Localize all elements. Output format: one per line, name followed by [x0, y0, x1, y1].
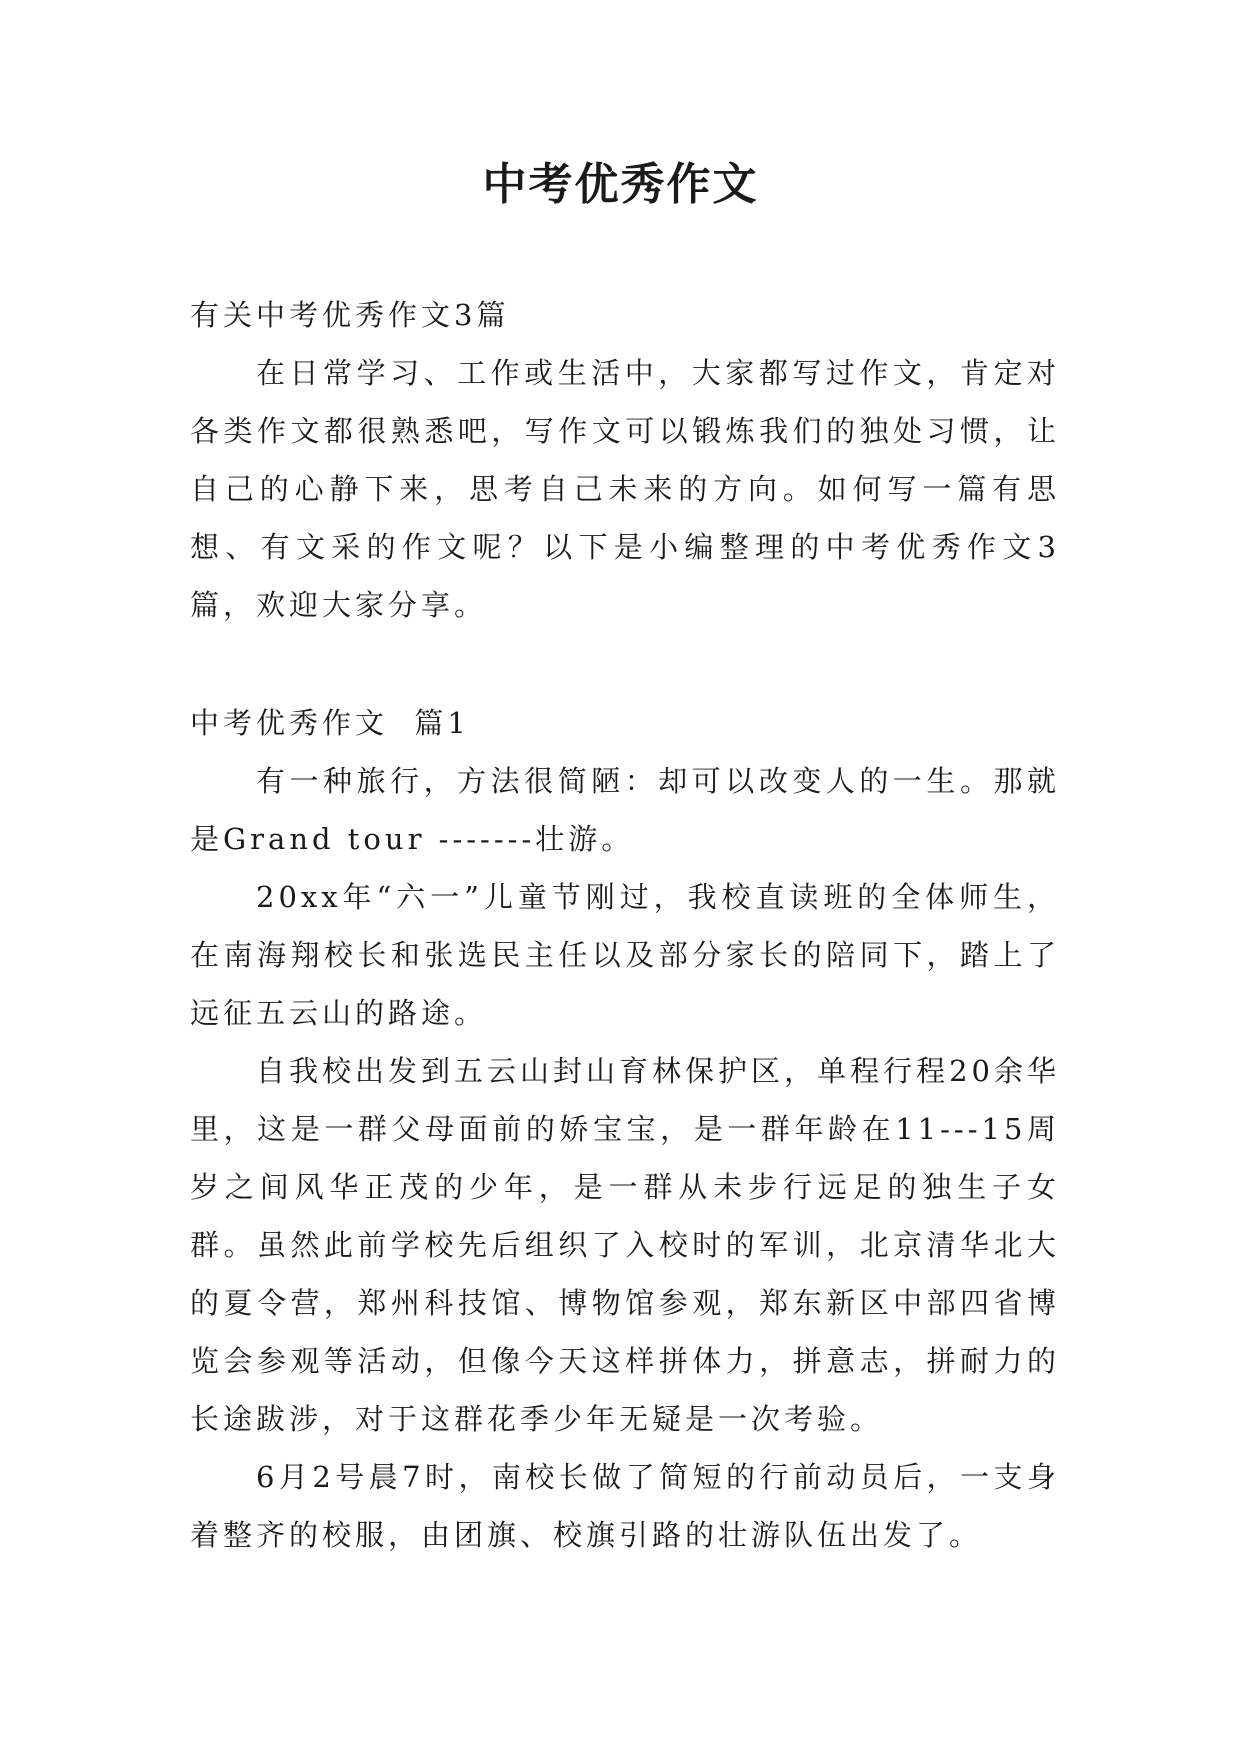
essay-paragraph: 自我校出发到五云山封山育林保护区，单程行程20余华里，这是一群父母面前的娇宝宝，是一群年龄在11---15周岁之间风华正茂的少年，是一群从未步行远足的独生子女群。虽然此前学校先后组织了入校时的军训，北京清华北大的夏令营，郑州科技馆、博物馆参观，郑东新区中部四省博览会参观等活动，但像今天这样拼体力，拼意志，拼耐力的长途跋涉，对于这群花季少年无疑是一次考验。: [190, 1054, 1060, 1436]
intro-section: [190, 344, 1060, 634]
essay-paragraph: 有一种旅行，方法很简陋：却可以改变人的一生。那就是Grand tour -------壮游。: [190, 764, 1060, 856]
essay-paragraph: 20xx年“六一”儿童节刚过，我校直读班的全体师生，在南海翔校长和张选民主任以及部分家长的陪同下，踏上了远征五云山的路途。: [190, 880, 1060, 1030]
essay-body: [190, 752, 1060, 1564]
intro-heading: 有关中考优秀作文3篇: [190, 298, 510, 332]
intro-paragraph: 在日常学习、工作或生活中，大家都写过作文，肯定对各类作文都很熟悉吧，写作文可以锻炼我们的独处习惯，让自己的心静下来，思考自己未来的方向。如何写一篇有思想、有文采的作文呢？以下是小编整理的中考优秀作文3篇，欢迎大家分享。: [190, 356, 1060, 622]
document-title: 中考优秀作文: [482, 159, 759, 210]
essay-paragraph: 6月2号晨7时，南校长做了简短的行前动员后，一支身着整齐的校服，由团旗、校旗引路的壮游队伍出发了。: [190, 1460, 1060, 1552]
essay-heading: 中考优秀作文 篇1: [190, 706, 470, 740]
